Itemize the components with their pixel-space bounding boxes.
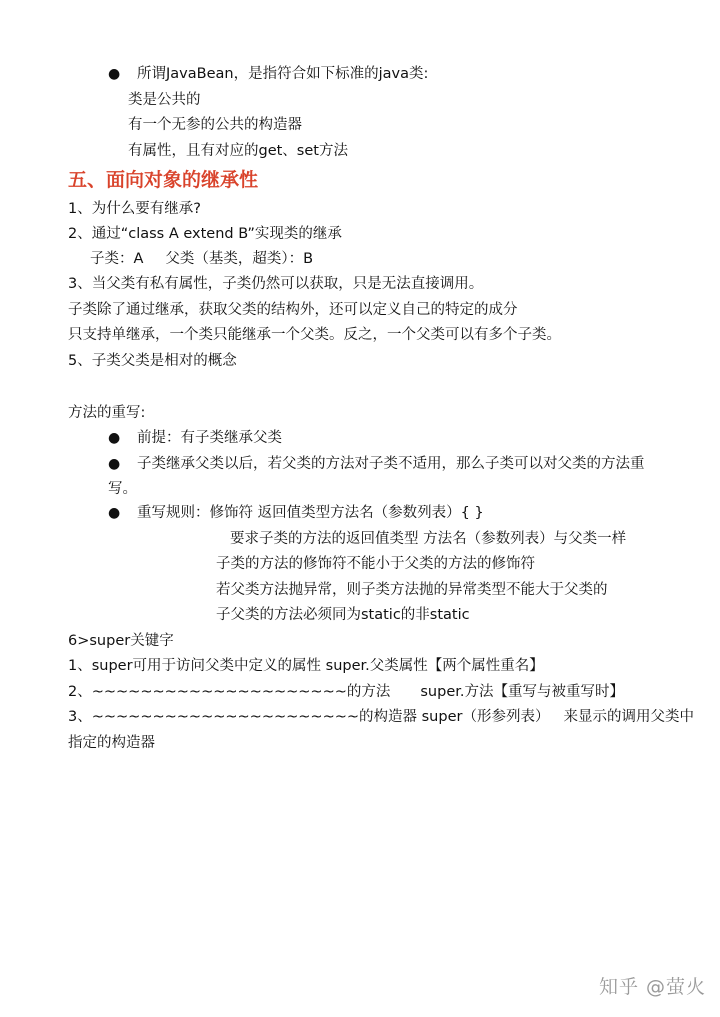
override-reason-line2: 写。 [108,481,137,497]
override-premise: 前提：有子类继承父类 [137,430,282,446]
inheritance-line-private: 3、当父类有私有属性，子类仍然可以获取，只是无法直接调用。 [68,276,484,292]
super-line-constructor [68,707,694,727]
super-method-prefix: 2、~~~~~~~~~~~~~~~~~~~~~的方法 [68,684,391,700]
inheritance-line-subclass-superclass [90,249,313,269]
superclass-label: 父类（基类，超类）：B [165,251,314,267]
watermark: 知乎 @萤火 [598,976,706,998]
inheritance-line-relative: 5、子类父类是相对的概念 [68,353,237,369]
javabean-rule-public-class: 类是公共的 [128,92,201,108]
super-line-constructor-cont: 指定的构造器 [68,735,155,751]
super-line-method [68,682,624,702]
bullet-dot: ● [108,505,121,521]
super-constructor-prefix: 3、~~~~~~~~~~~~~~~~~~~~~~的构造器 super（形参列表） [68,709,550,725]
javabean-rule-constructor: 有一个无参的公共的构造器 [128,117,302,133]
javabean-intro: 所谓JavaBean，是指符合如下标准的java类: [137,66,429,82]
inheritance-line-own-members: 子类除了通过继承，获取父类的结构外，还可以定义自己的特定的成分 [68,302,518,318]
bullet-dot: ● [108,430,121,446]
bullet-dot: ● [108,66,121,82]
inheritance-line-extend: 2、通过“class A extend B”实现类的继承 [68,226,342,242]
override-title: 方法的重写: [68,405,146,421]
override-rule-modifier: 子类的方法的修饰符不能小于父类的方法的修饰符 [216,556,535,572]
section-heading-inheritance: 五、面向对象的继承性 [68,169,259,191]
super-line-attribute: 1、super可用于访问父类中定义的属性 super.父类属性【两个属性重名】 [68,658,544,674]
inheritance-line-single: 只支持单继承，一个类只能继承一个父类。反之，一个父类可以有多个子类。 [68,327,561,343]
override-rule-signature: 要求子类的方法的返回值类型 方法名（参数列表）与父类一样 [230,531,627,547]
javabean-rule-getset: 有属性，且有对应的get、set方法 [128,143,348,159]
override-rule-exception: 若父类方法抛异常，则子类方法抛的异常类型不能大于父类的 [216,582,608,598]
bullet-dot: ● [108,456,121,472]
super-constructor-suffix: 来显示的调用父类中 [563,709,694,725]
override-rule-static: 子父类的方法必须同为static的非static [216,607,470,623]
override-rules-label: 重写规则：修饰符 返回值类型方法名（参数列表）{ } [137,505,484,521]
super-title: 6>super关键字 [68,633,174,649]
inheritance-line-why: 1、为什么要有继承? [68,201,201,217]
override-reason-line1: 子类继承父类以后，若父类的方法对子类不适用，那么子类可以对父类的方法重 [137,456,645,472]
subclass-label: 子类：A [90,251,144,267]
super-method-call: super.方法【重写与被重写时】 [420,684,624,700]
